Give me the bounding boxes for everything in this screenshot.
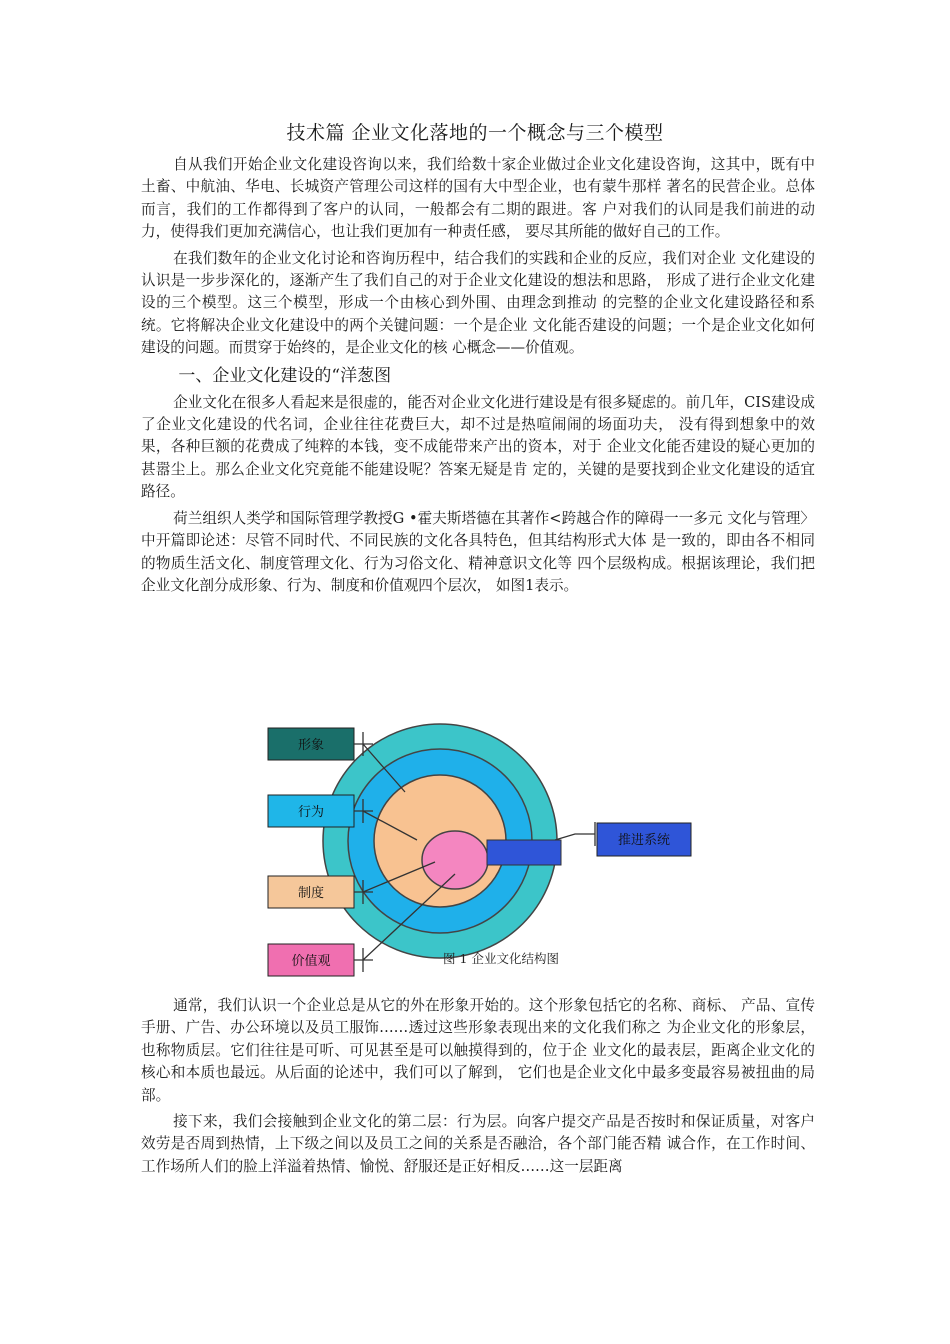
culture-structure-figure: [265, 722, 725, 984]
section-heading-1: 一、企业文化建设的“洋葱图: [178, 365, 392, 386]
page-title: 技术篇 企业文化落地的一个概念与三个模型: [286, 122, 664, 144]
label-value: 价值观: [291, 954, 331, 969]
label-behavior: 行为: [297, 805, 325, 820]
paragraph-4: 荷兰组织人类学和国际管理学教授G •霍夫斯塔德在其著作<跨越合作的障碍一一多元 文化与管理〉中开篇即论述：尽管不同时代、不同民族的文化各具特色，但其结构形式大体 是一致的，即由各不相同的物质生活文化、制度管理文化、行为习俗文化、精神意识文化等 四个层级构成。根据该理论，我们把企业文化剖分成形象、行为、制度和价值观四个层次， 如图1表示。: [141, 509, 815, 594]
text-block-upper: [141, 154, 815, 601]
paragraph-1: 自从我们开始企业文化建设咨询以来，我们给数十家企业做过企业文化建设咨询，这其中，既有中土畜、中航油、华电、长城资产管理公司这样的国有大中型企业，也有蒙牛那样 著名的民营企业。总体而言，我们的工作都得到了客户的认同，一般都会有二期的跟进。客 户对我们的认同是我们前进的动力，使得我们更加充满信心，也让我们更加有一种责任感， 要尽其所能的做好自己的工作。: [141, 156, 815, 241]
paragraph-5: 通常，我们认识一个企业总是从它的外在形象开始的。这个形象包括它的名称、商标、 产品、宣传手册、广告、办公环境以及员工服饰……透过这些形象表现出来的文化我们称之 为企业文化的形象层，也称物质层。它们往往是可听、可见甚至是可以触摸得到的，位于企 业文化的最表层，距离企业文化的核心和本质也最远。从后面的论述中，我们可以了解到， 它们也是企业文化中最多变最容易被扭曲的局部。: [141, 997, 815, 1104]
label-push-system: 推进系统: [617, 833, 671, 848]
text-block-lower: [141, 995, 815, 1182]
paragraph-6: 接下来，我们会接触到企业文化的第二层：行为层。向客户提交产品是否按时和保证质量，对客户效劳是否周到热情，上下级之间以及员工之间的关系是否融洽，各个部门能否精 诚合作，在工作时间、工作场所人们的脸上洋溢着热情、愉悦、舒服还是正好相反……这一层距离: [141, 1113, 815, 1175]
label-system: 制度: [297, 886, 325, 901]
paragraph-2: 在我们数年的企业文化讨论和咨询历程中，结合我们的实践和企业的反应，我们对企业 文化建设的认识是一步步深化的，逐渐产生了我们自己的对于企业文化建设的想法和思路， 形成了进行企业文化建设的三个模型。这三个模型，形成一个由核心到外围、由理念到推动 的完整的企业文化建设路径和系统。它将解决企业文化建设中的两个关键问题：一个是企业 文化能否建设的问题；一个是企业文化如何建设的问题。而贯穿于始终的，是企业文化的核 心概念——价值观。: [141, 249, 815, 357]
figure-caption: 图 1 企业文化结构图: [443, 951, 559, 966]
paragraph-3: 企业文化在很多人看起来是很虚的，能否对企业文化进行建设是有很多疑虑的。前几年，CIS建设成了企业文化建设的代名词，企业往往花费巨大，却不过是热喧闹闹的场面功夫， 没有得到想象中的效果，各种巨额的花费成了纯粹的本钱，变不成能带来产出的资本，对于 企业文化能否建设的疑心更加的甚嚣尘上。那么企业文化究竟能不能建设呢？答案无疑是肯 定的，关键的是要找到企业文化建设的适宜路径。: [141, 393, 815, 501]
core-circle: [422, 831, 488, 889]
label-image: 形象: [297, 738, 325, 753]
push-bar: [487, 840, 561, 865]
onion-diagram: [265, 722, 725, 984]
